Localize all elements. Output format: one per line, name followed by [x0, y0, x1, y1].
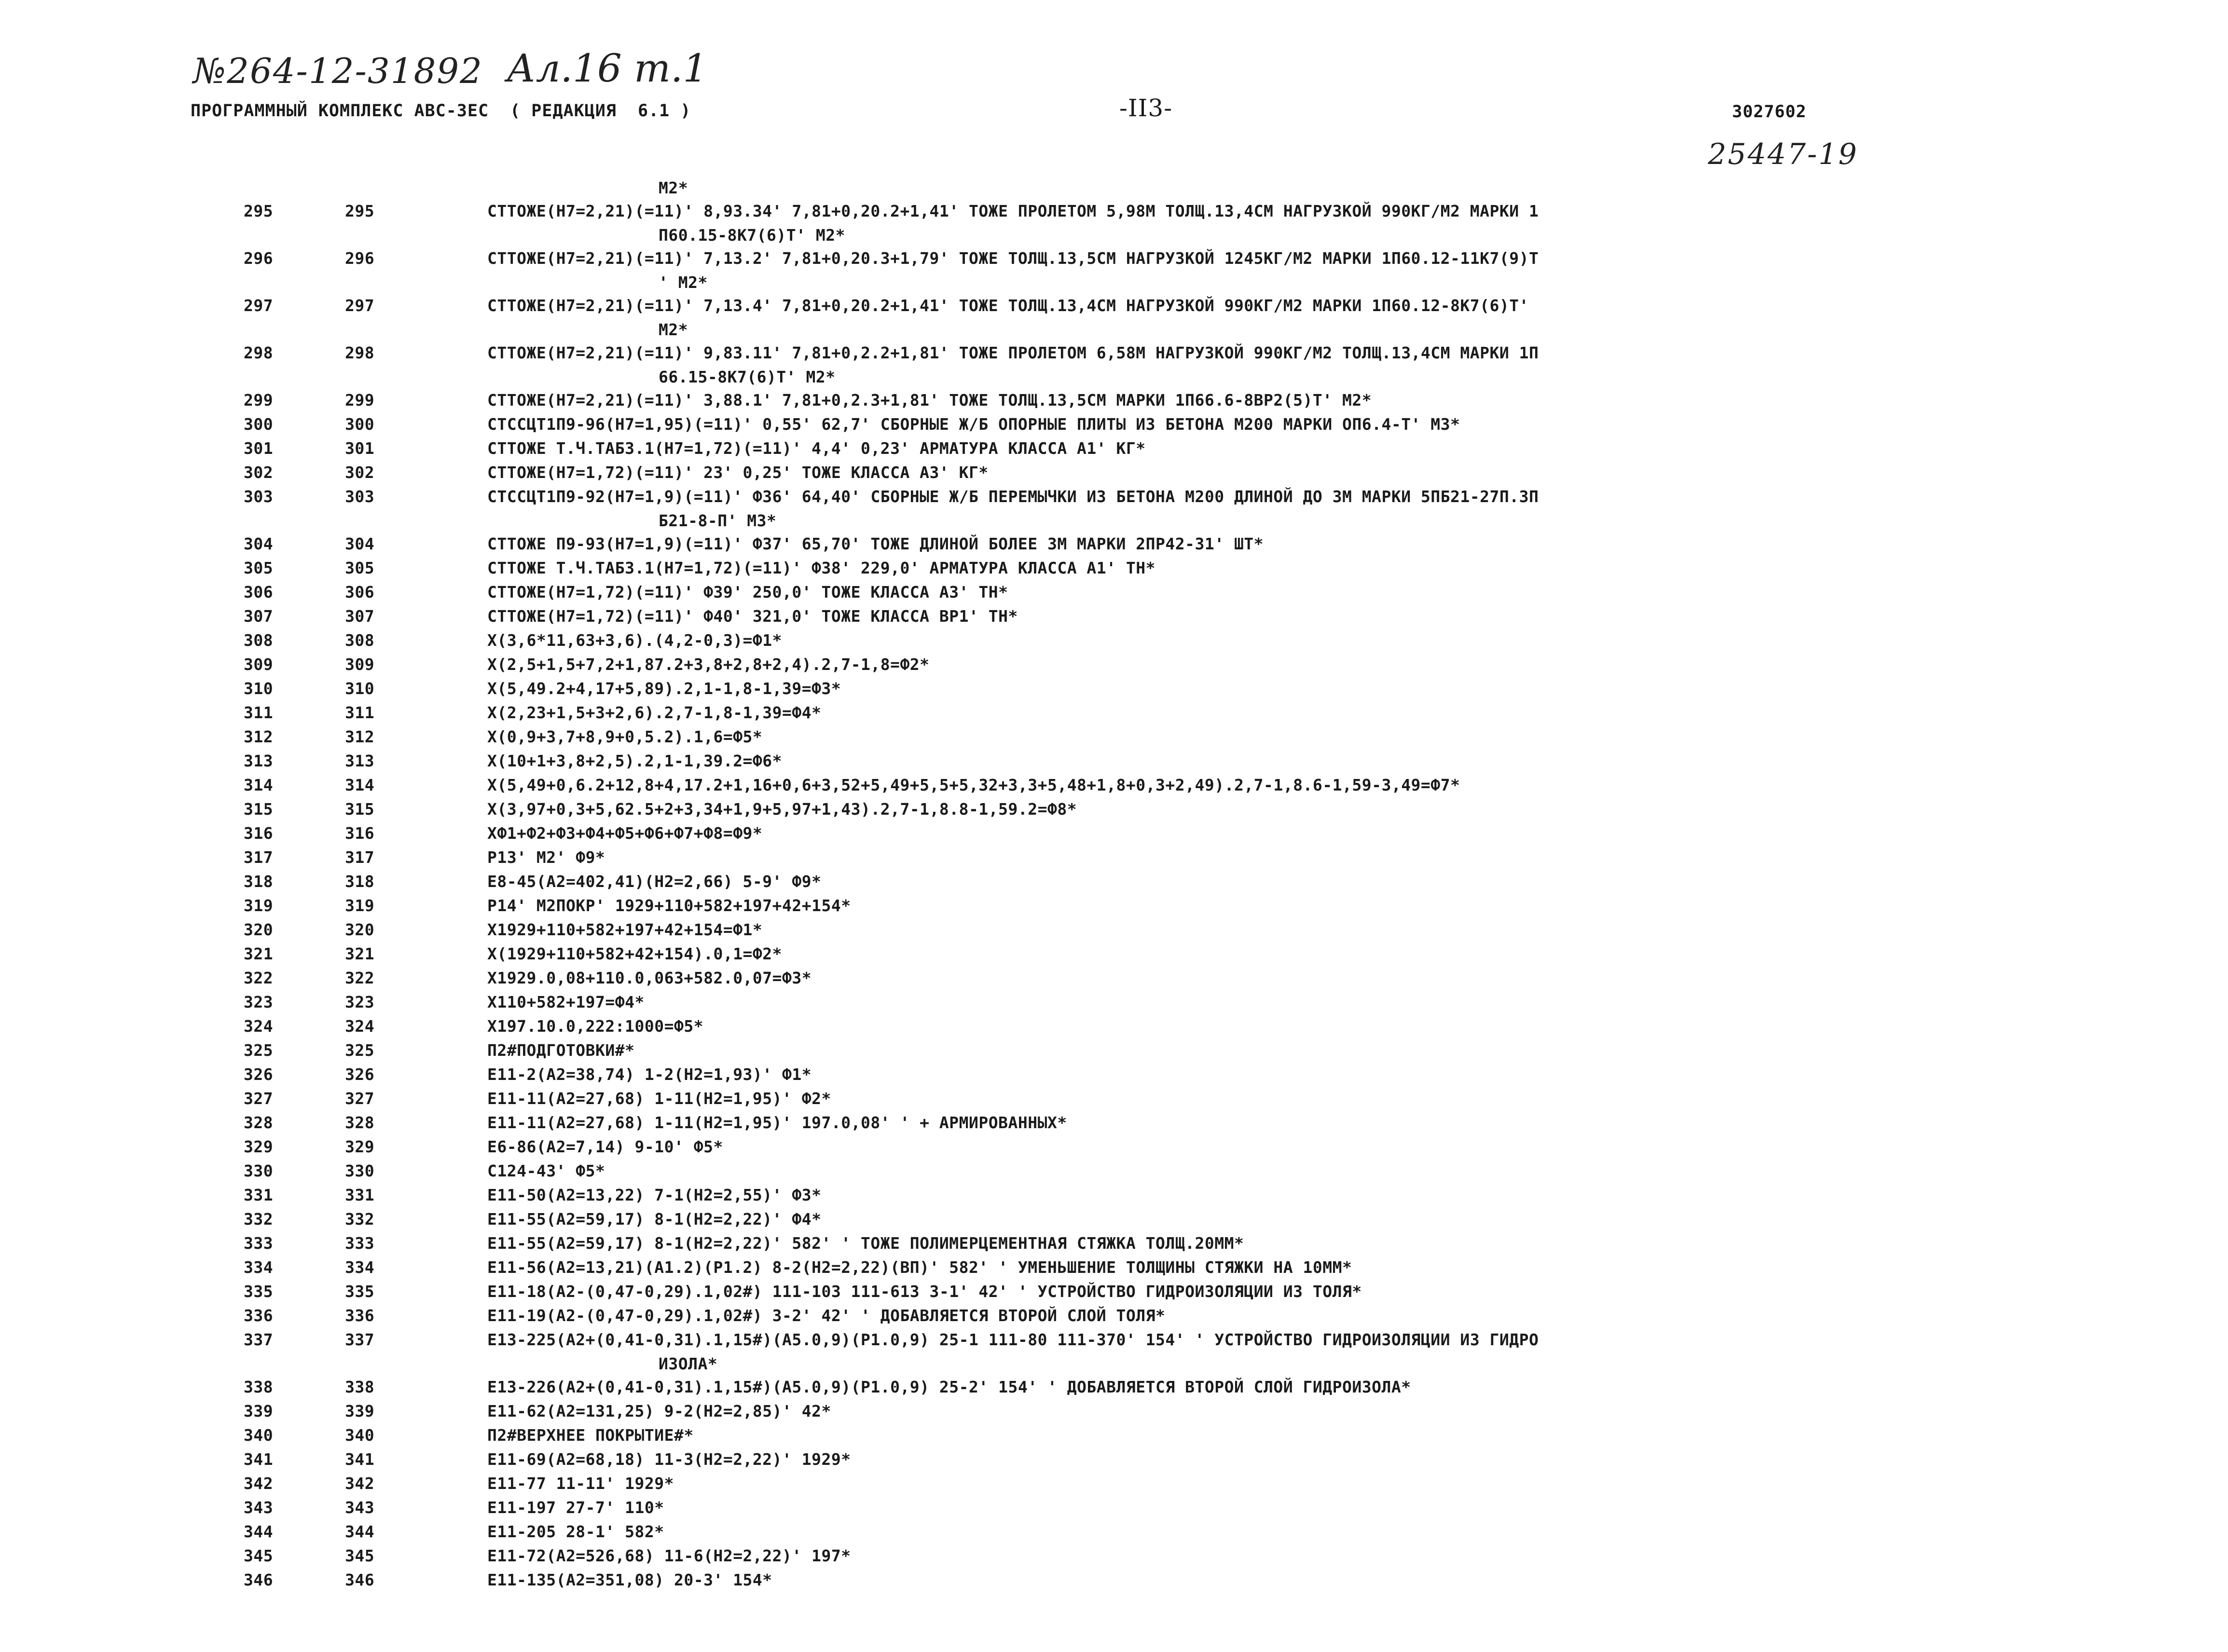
line-number: 316 — [244, 824, 274, 843]
line-number: 322 — [244, 969, 274, 987]
statement-number: 321 — [345, 944, 375, 963]
listing-line — [0, 1258, 2228, 1282]
statement-text: Е11-135(А2=351,08) 20-3' 154* — [487, 1570, 772, 1589]
statement-text: Е11-19(А2-(0,47-0,29).1,02#) 3-2' 42' ' ДОБАВЛЯЕТСЯ ВТОРОЙ СЛОЙ ТОЛЯ* — [487, 1306, 1166, 1325]
line-number: 334 — [244, 1258, 274, 1277]
listing-line — [0, 655, 2228, 679]
listing-line — [0, 1378, 2228, 1402]
statement-text: Е11-11(А2=27,68) 1-11(Н2=1,95)' Ф2* — [487, 1089, 831, 1108]
statement-text: СТТОЖЕ(Н7=2,21)(=11)' 9,83.11' 7,81+0,2.2+1,81' ТОЖЕ ПРОЛЕТОМ 6,58М НАГРУЗКОЙ 990КГ/М2 ТОЛЩ.13,4СМ МАРКИ 1П — [487, 343, 1539, 362]
listing-line — [0, 679, 2228, 703]
listing-line — [0, 727, 2228, 751]
listing-continuation-line — [0, 1354, 2228, 1378]
statement-number: 298 — [345, 343, 375, 362]
statement-number: 322 — [345, 969, 375, 987]
listing-line — [0, 1546, 2228, 1570]
line-number: 342 — [244, 1474, 274, 1493]
line-number: 301 — [244, 439, 274, 458]
statement-text: Е11-56(А2=13,21)(А1.2)(Р1.2) 8-2(Н2=2,22)(ВП)' 582' ' УМЕНЬШЕНИЕ ТОЛЩИНЫ СТЯЖКИ НА 10ММ* — [487, 1258, 1352, 1277]
statement-text: СТТОЖЕ(Н7=2,21)(=11)' 8,93.34' 7,81+0,20.2+1,41' ТОЖЕ ПРОЛЕТОМ 5,98М ТОЛЩ.13,4СМ НАГРУЗКОЙ 990КГ/М2 МАРКИ 1 — [487, 202, 1539, 220]
statement-number: 316 — [345, 824, 375, 843]
statement-text: Е11-11(А2=27,68) 1-11(Н2=1,95)' 197.0,08' ' + АРМИРОВАННЫХ* — [487, 1113, 1067, 1132]
statement-number: 329 — [345, 1137, 375, 1156]
line-number: 299 — [244, 391, 274, 410]
statement-number: 302 — [345, 463, 375, 482]
line-number: 313 — [244, 751, 274, 770]
statement-text: Х(1929+110+582+42+154).0,1=Ф2* — [487, 944, 783, 963]
statement-text: П2#ПОДГОТОВКИ#* — [487, 1041, 635, 1060]
listing-line — [0, 800, 2228, 824]
handwritten-note-right: 25447-19 — [1708, 137, 1858, 171]
line-number: 306 — [244, 583, 274, 601]
line-number: 320 — [244, 920, 274, 939]
statement-text: С124-43' Ф5* — [487, 1161, 605, 1180]
line-number: 326 — [244, 1065, 274, 1084]
line-number: 298 — [244, 343, 274, 362]
statement-text: М2* — [659, 178, 688, 197]
line-number: 345 — [244, 1546, 274, 1565]
statement-number: 338 — [345, 1378, 375, 1396]
line-number: 318 — [244, 872, 274, 891]
line-number: 296 — [244, 249, 274, 268]
statement-text: Е11-18(А2-(0,47-0,29).1,02#) 111-103 111-613 3-1' 42' ' УСТРОЙСТВО ГИДРОИЗОЛЯЦИИ ИЗ ТОЛЯ* — [487, 1282, 1362, 1301]
statement-number: 330 — [345, 1161, 375, 1180]
line-number: 333 — [244, 1234, 274, 1253]
statement-text: СТТОЖЕ(Н7=2,21)(=11)' 3,88.1' 7,81+0,2.3+1,81' ТОЖЕ ТОЛЩ.13,5СМ МАРКИ 1П66.6-8ВР2(5)Т' М2* — [487, 391, 1372, 410]
listing-line — [0, 1306, 2228, 1330]
listing-line — [0, 439, 2228, 463]
page-number: -II3- — [1119, 94, 1173, 122]
line-number: 330 — [244, 1161, 274, 1180]
listing-line — [0, 1137, 2228, 1161]
statement-number: 319 — [345, 896, 375, 915]
line-number: 344 — [244, 1522, 274, 1541]
listing-line — [0, 1282, 2228, 1306]
listing-line — [0, 1570, 2228, 1595]
statement-number: 343 — [345, 1498, 375, 1517]
statement-text: Р14' М2ПОКР' 1929+110+582+197+42+154* — [487, 896, 851, 915]
statement-number: 301 — [345, 439, 375, 458]
listing-line — [0, 607, 2228, 631]
statement-number: 336 — [345, 1306, 375, 1325]
line-number: 314 — [244, 776, 274, 794]
statement-number: 326 — [345, 1065, 375, 1084]
statement-text: ИЗОЛА* — [659, 1354, 718, 1373]
statement-number: 332 — [345, 1210, 375, 1229]
document-code: 3027602 — [1732, 102, 1807, 122]
statement-number: 303 — [345, 487, 375, 506]
line-number: 311 — [244, 703, 274, 722]
line-number: 332 — [244, 1210, 274, 1229]
listing-line — [0, 1474, 2228, 1498]
listing-line — [0, 1041, 2228, 1065]
listing-line — [0, 202, 2228, 226]
statement-text: Е11-55(А2=59,17) 8-1(Н2=2,22)' Ф4* — [487, 1210, 822, 1229]
listing-line — [0, 896, 2228, 920]
statement-text: Е13-225(А2+(0,41-0,31).1,15#)(А5.0,9)(Р1.0,9) 25-1 111-80 111-370' 154' ' УСТРОЙСТВО ГИДРОИЗОЛЯЦИИ ИЗ ГИДРО — [487, 1330, 1539, 1349]
statement-number: 317 — [345, 848, 375, 867]
listing-line — [0, 583, 2228, 607]
listing-continuation-line — [0, 178, 2228, 202]
listing-continuation-line — [0, 368, 2228, 391]
statement-text: П2#ВЕРХНЕЕ ПОКРЫТИЕ#* — [487, 1426, 694, 1445]
line-number: 307 — [244, 607, 274, 626]
statement-text: Е11-77 11-11' 1929* — [487, 1474, 674, 1493]
statement-text: Е11-2(А2=38,74) 1-2(Н2=1,93)' Ф1* — [487, 1065, 812, 1084]
line-number: 300 — [244, 415, 274, 434]
listing-line — [0, 1234, 2228, 1258]
listing-line — [0, 1522, 2228, 1546]
line-number: 308 — [244, 631, 274, 650]
listing-line — [0, 1426, 2228, 1450]
line-number: 319 — [244, 896, 274, 915]
statement-text: ХФ1+Ф2+Ф3+Ф4+Ф5+Ф6+Ф7+Ф8=Ф9* — [487, 824, 763, 843]
statement-number: 340 — [345, 1426, 375, 1445]
line-number: 340 — [244, 1426, 274, 1445]
listing-line — [0, 296, 2228, 320]
statement-number: 323 — [345, 993, 375, 1011]
statement-text: СТТОЖЕ П9-93(Н7=1,9)(=11)' Ф37' 65,70' ТОЖЕ ДЛИНОЙ БОЛЕЕ 3М МАРКИ 2ПР42-31' ШТ* — [487, 534, 1264, 553]
listing-line — [0, 415, 2228, 439]
listing-line — [0, 1113, 2228, 1137]
statement-number: 307 — [345, 607, 375, 626]
line-number: 295 — [244, 202, 274, 220]
listing-line — [0, 751, 2228, 776]
statement-number: 327 — [345, 1089, 375, 1108]
listing-continuation-line — [0, 226, 2228, 249]
statement-text: Х(5,49.2+4,17+5,89).2,1-1,8-1,39=Ф3* — [487, 679, 841, 698]
line-number: 323 — [244, 993, 274, 1011]
listing-line — [0, 776, 2228, 800]
statement-number: 300 — [345, 415, 375, 434]
statement-text: Х197.10.0,222:1000=Ф5* — [487, 1017, 704, 1036]
statement-number: 318 — [345, 872, 375, 891]
statement-text: СТТОЖЕ Т.Ч.ТАБ3.1(Н7=1,72)(=11)' Ф38' 229,0' АРМАТУРА КЛАССА А1' ТН* — [487, 559, 1156, 577]
statement-text: Е11-55(А2=59,17) 8-1(Н2=2,22)' 582' ' ТОЖЕ ПОЛИМЕРЦЕМЕНТНАЯ СТЯЖКА ТОЛЩ.20ММ* — [487, 1234, 1244, 1253]
line-number: 337 — [244, 1330, 274, 1349]
statement-number: 297 — [345, 296, 375, 315]
listing-line — [0, 249, 2228, 273]
line-number: 312 — [244, 727, 274, 746]
statement-text: ' М2* — [659, 273, 708, 292]
statement-text: Е11-62(А2=131,25) 9-2(Н2=2,85)' 42* — [487, 1402, 831, 1420]
statement-text: 66.15-8К7(6)Т' М2* — [659, 368, 836, 386]
statement-text: Х110+582+197=Ф4* — [487, 993, 645, 1011]
statement-text: СТТОЖЕ(Н7=2,21)(=11)' 7,13.2' 7,81+0,20.3+1,79' ТОЖЕ ТОЛЩ.13,5СМ НАГРУЗКОЙ 1245КГ/М2 МАРКИ 1П60.12-11К7(9)Т — [487, 249, 1539, 268]
listing-continuation-line — [0, 273, 2228, 296]
line-number: 305 — [244, 559, 274, 577]
statement-number: 304 — [345, 534, 375, 553]
statement-number: 305 — [345, 559, 375, 577]
listing-line — [0, 534, 2228, 559]
line-number: 338 — [244, 1378, 274, 1396]
statement-number: 296 — [345, 249, 375, 268]
listing-line — [0, 559, 2228, 583]
statement-number: 334 — [345, 1258, 375, 1277]
listing-line — [0, 944, 2228, 969]
statement-text: СТТОЖЕ(Н7=1,72)(=11)' Ф39' 250,0' ТОЖЕ КЛАССА А3' ТН* — [487, 583, 1008, 601]
statement-text: Х(5,49+0,6.2+12,8+4,17.2+1,16+0,6+3,52+5,49+5,5+5,32+3,3+5,48+1,8+0,3+2,49).2,7-1,8.6-1,59-3,49=Ф7* — [487, 776, 1460, 794]
statement-text: Е11-205 28-1' 582* — [487, 1522, 664, 1541]
statement-number: 310 — [345, 679, 375, 698]
statement-text: Х1929+110+582+197+42+154=Ф1* — [487, 920, 763, 939]
listing-line — [0, 1402, 2228, 1426]
statement-text: М2* — [659, 320, 688, 339]
line-number: 309 — [244, 655, 274, 674]
statement-text: Е8-45(А2=402,41)(Н2=2,66) 5-9' Ф9* — [487, 872, 822, 891]
program-header: ПРОГРАММНЫЙ КОМПЛЕКС АВС-ЗЕС ( РЕДАКЦИЯ 6.1 ) — [191, 101, 691, 121]
listing-line — [0, 920, 2228, 944]
statement-number: 315 — [345, 800, 375, 819]
statement-text: СТТОЖЕ(Н7=1,72)(=11)' 23' 0,25' ТОЖЕ КЛАССА А3' КГ* — [487, 463, 989, 482]
line-number: 339 — [244, 1402, 274, 1420]
statement-number: 328 — [345, 1113, 375, 1132]
line-number: 324 — [244, 1017, 274, 1036]
statement-number: 308 — [345, 631, 375, 650]
statement-text: Е11-72(А2=526,68) 11-6(Н2=2,22)' 197* — [487, 1546, 851, 1565]
statement-text: Р13' М2' Ф9* — [487, 848, 605, 867]
statement-number: 333 — [345, 1234, 375, 1253]
line-number: 329 — [244, 1137, 274, 1156]
listing-line — [0, 824, 2228, 848]
listing-line — [0, 848, 2228, 872]
statement-text: Е13-226(А2+(0,41-0,31).1,15#)(А5.0,9)(Р1.0,9) 25-2' 154' ' ДОБАВЛЯЕТСЯ ВТОРОЙ СЛОЙ ГИДРОИЗОЛА* — [487, 1378, 1411, 1396]
statement-text: Б21-8-П' М3* — [659, 511, 777, 530]
line-number: 304 — [244, 534, 274, 553]
line-number: 346 — [244, 1570, 274, 1589]
statement-text: Е11-50(А2=13,22) 7-1(Н2=2,55)' Ф3* — [487, 1186, 822, 1204]
statement-text: Х(2,23+1,5+3+2,6).2,7-1,8-1,39=Ф4* — [487, 703, 822, 722]
line-number: 336 — [244, 1306, 274, 1325]
listing-continuation-line — [0, 511, 2228, 534]
statement-number: 345 — [345, 1546, 375, 1565]
line-number: 328 — [244, 1113, 274, 1132]
listing-line — [0, 343, 2228, 368]
listing-line — [0, 487, 2228, 511]
statement-text: Е11-197 27-7' 110* — [487, 1498, 664, 1517]
line-number: 303 — [244, 487, 274, 506]
statement-text: Х(10+1+3,8+2,5).2,1-1,39.2=Ф6* — [487, 751, 783, 770]
listing-line — [0, 1017, 2228, 1041]
statement-number: 339 — [345, 1402, 375, 1420]
statement-text: Х(3,6*11,63+3,6).(4,2-0,3)=Ф1* — [487, 631, 783, 650]
statement-text: СТССЦТ1П9-92(Н7=1,9)(=11)' Ф36' 64,40' СБОРНЫЕ Ж/Б ПЕРЕМЫЧКИ ИЗ БЕТОНА М200 ДЛИНОЙ ДО 3М МАРКИ 5ПБ21-27П.3П — [487, 487, 1539, 506]
line-number: 335 — [244, 1282, 274, 1301]
statement-text: СТТОЖЕ(Н7=1,72)(=11)' Ф40' 321,0' ТОЖЕ КЛАССА ВР1' ТН* — [487, 607, 1018, 626]
listing-line — [0, 1210, 2228, 1234]
listing-line — [0, 969, 2228, 993]
line-number: 343 — [244, 1498, 274, 1517]
statement-number: 312 — [345, 727, 375, 746]
statement-number: 314 — [345, 776, 375, 794]
statement-number: 335 — [345, 1282, 375, 1301]
statement-text: Х(3,97+0,3+5,62.5+2+3,34+1,9+5,97+1,43).2,7-1,8.8-1,59.2=Ф8* — [487, 800, 1077, 819]
listing-line — [0, 993, 2228, 1017]
handwritten-note-left: №264-12-31892 — [193, 51, 483, 91]
listing-continuation-line — [0, 320, 2228, 343]
line-number: 321 — [244, 944, 274, 963]
statement-text: СТССЦТ1П9-96(Н7=1,95)(=11)' 0,55' 62,7' СБОРНЫЕ Ж/Б ОПОРНЫЕ ПЛИТЫ ИЗ БЕТОНА М200 МАРКИ ОП6.4-Т' М3* — [487, 415, 1460, 434]
line-number: 317 — [244, 848, 274, 867]
line-number: 325 — [244, 1041, 274, 1060]
statement-text: Е11-69(А2=68,18) 11-3(Н2=2,22)' 1929* — [487, 1450, 851, 1469]
statement-number: 295 — [345, 202, 375, 220]
statement-number: 337 — [345, 1330, 375, 1349]
statement-number: 342 — [345, 1474, 375, 1493]
statement-text: Х(2,5+1,5+7,2+1,87.2+3,8+2,8+2,4).2,7-1,8=Ф2* — [487, 655, 930, 674]
statement-text: П60.15-8К7(6)Т' М2* — [659, 226, 845, 245]
listing-line — [0, 872, 2228, 896]
line-number: 327 — [244, 1089, 274, 1108]
statement-number: 311 — [345, 703, 375, 722]
line-number: 341 — [244, 1450, 274, 1469]
handwritten-note-middle: Ал.16 т.1 — [507, 46, 708, 91]
statement-number: 344 — [345, 1522, 375, 1541]
statement-number: 325 — [345, 1041, 375, 1060]
statement-number: 313 — [345, 751, 375, 770]
line-number: 302 — [244, 463, 274, 482]
statement-text: Х1929.0,08+110.0,063+582.0,07=Ф3* — [487, 969, 812, 987]
statement-number: 346 — [345, 1570, 375, 1589]
listing-line — [0, 1330, 2228, 1354]
listing-line — [0, 1498, 2228, 1522]
listing-line — [0, 1161, 2228, 1186]
program-listing — [0, 178, 2228, 1595]
listing-line — [0, 463, 2228, 487]
listing-line — [0, 631, 2228, 655]
line-number: 331 — [244, 1186, 274, 1204]
statement-text: СТТОЖЕ Т.Ч.ТАБ3.1(Н7=1,72)(=11)' 4,4' 0,23' АРМАТУРА КЛАССА А1' КГ* — [487, 439, 1146, 458]
listing-line — [0, 1089, 2228, 1113]
statement-number: 306 — [345, 583, 375, 601]
statement-number: 309 — [345, 655, 375, 674]
statement-text: Х(0,9+3,7+8,9+0,5.2).1,6=Ф5* — [487, 727, 763, 746]
line-number: 297 — [244, 296, 274, 315]
listing-line — [0, 1065, 2228, 1089]
statement-number: 341 — [345, 1450, 375, 1469]
listing-line — [0, 1450, 2228, 1474]
statement-text: СТТОЖЕ(Н7=2,21)(=11)' 7,13.4' 7,81+0,20.2+1,41' ТОЖЕ ТОЛЩ.13,4СМ НАГРУЗКОЙ 990КГ/М2 МАРКИ 1П60.12-8К7(6)Т' — [487, 296, 1529, 315]
line-number: 310 — [244, 679, 274, 698]
statement-number: 320 — [345, 920, 375, 939]
listing-line — [0, 391, 2228, 415]
listing-line — [0, 703, 2228, 727]
statement-text: Е6-86(А2=7,14) 9-10' Ф5* — [487, 1137, 723, 1156]
listing-line — [0, 1186, 2228, 1210]
statement-number: 331 — [345, 1186, 375, 1204]
statement-number: 324 — [345, 1017, 375, 1036]
statement-number: 299 — [345, 391, 375, 410]
line-number: 315 — [244, 800, 274, 819]
